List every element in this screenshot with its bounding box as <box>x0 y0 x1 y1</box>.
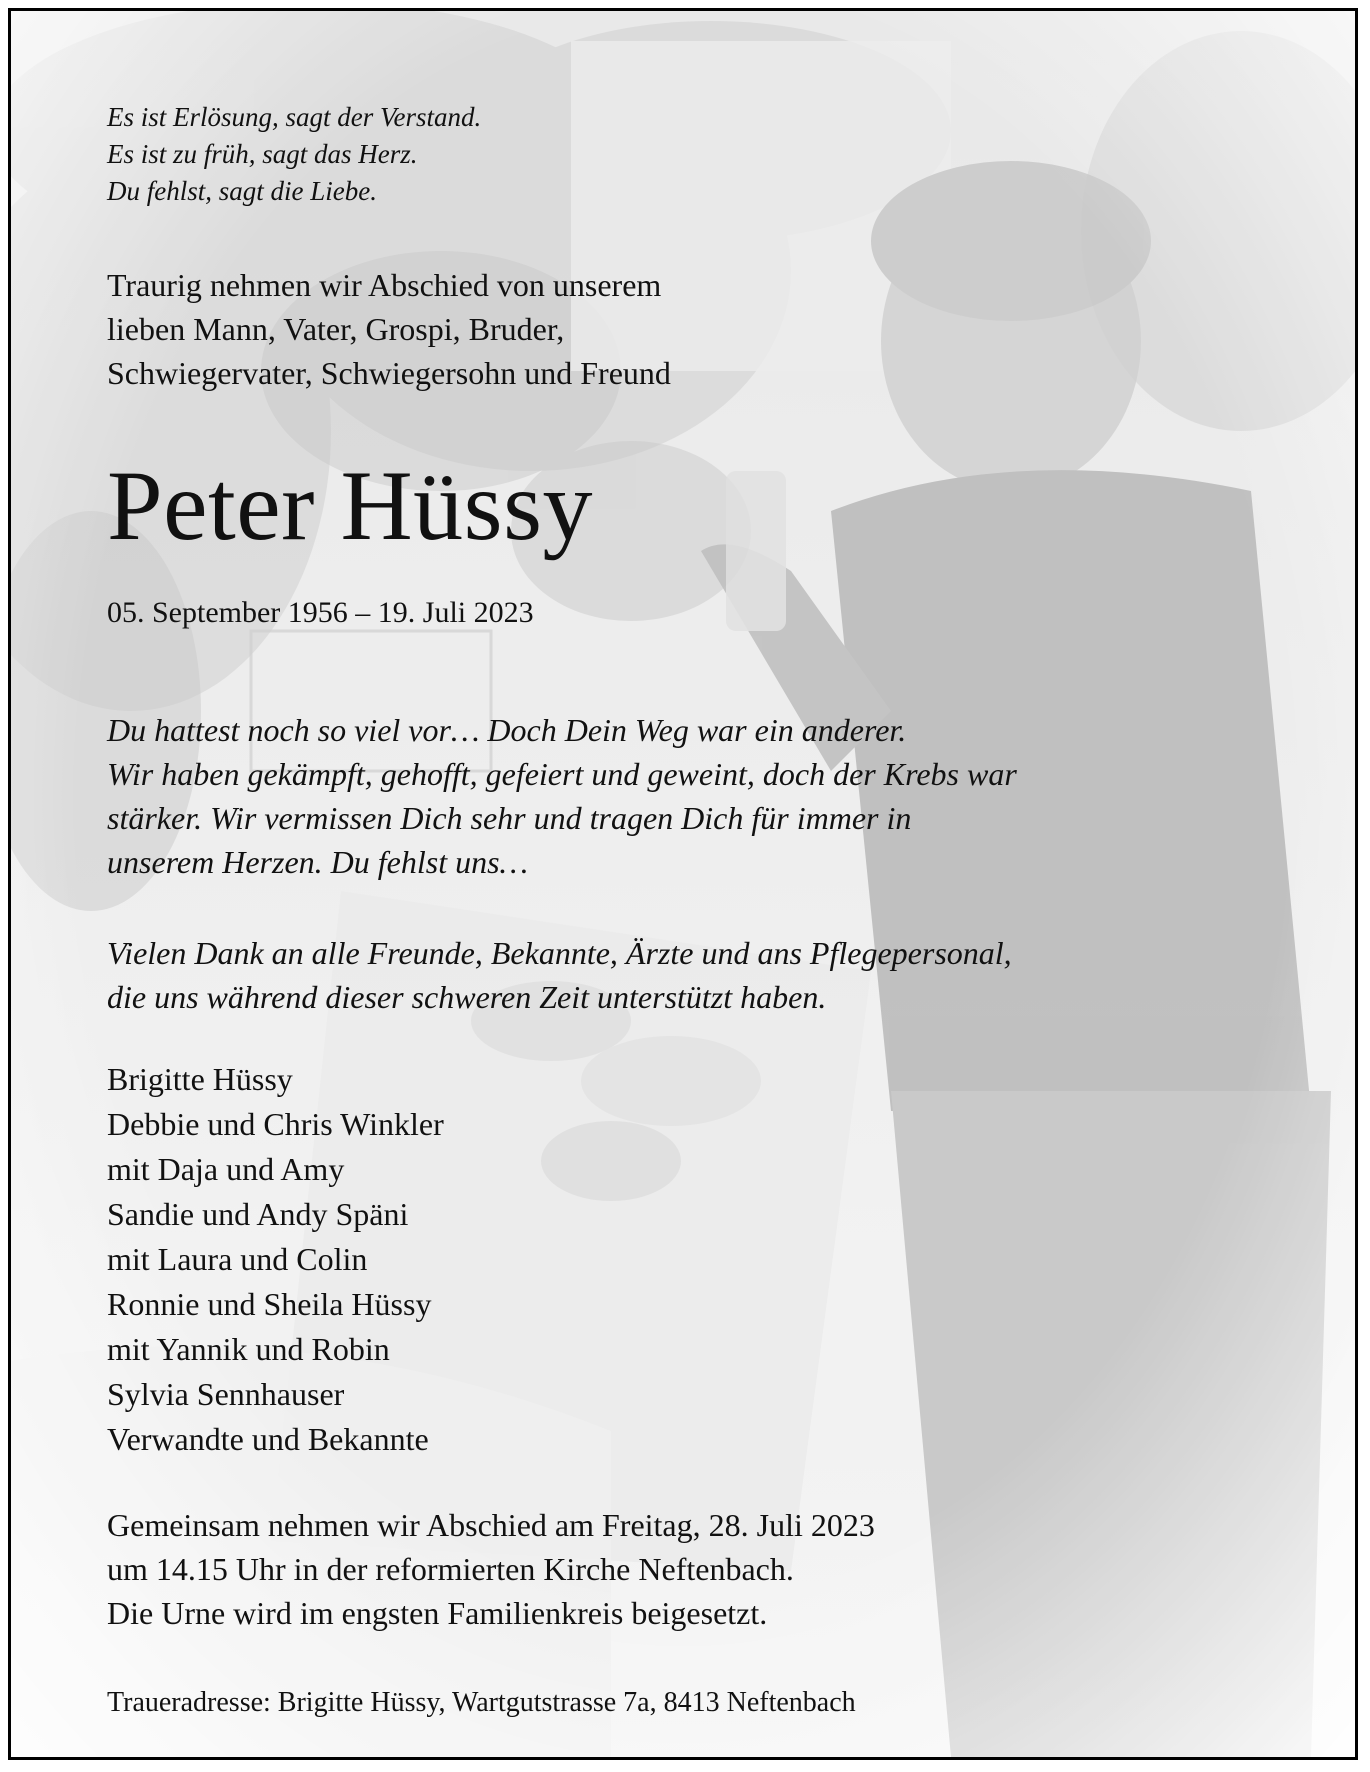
ceremony-info <box>107 1503 875 1635</box>
mourner-item: Ronnie und Sheila Hüssy <box>107 1286 432 1322</box>
thanks-message <box>107 931 1012 1019</box>
mourner-item: mit Daja und Amy <box>107 1151 345 1187</box>
mourner-item: Debbie und Chris Winkler <box>107 1106 444 1142</box>
motto-line: Es ist Erlösung, sagt der Verstand. <box>107 102 482 132</box>
intro-text <box>107 263 671 395</box>
obituary-frame <box>8 8 1358 1760</box>
mourning-address: Traueradresse: Brigitte Hüssy, Wartgutstrasse 7a, 8413 Neftenbach <box>107 1687 856 1718</box>
intro-line: Schwiegervater, Schwiegersohn und Freund <box>107 355 671 391</box>
motto-verse <box>107 99 481 210</box>
deceased-name: Peter Hüssy <box>107 450 594 561</box>
thanks-line: die uns während dieser schweren Zeit unterstützt haben. <box>107 979 827 1015</box>
personal-message <box>107 708 1017 884</box>
intro-line: Traurig nehmen wir Abschied von unserem <box>107 267 662 303</box>
thanks-line: Vielen Dank an alle Freunde, Bekannte, Ärzte und ans Pflegepersonal, <box>107 935 1012 971</box>
mourner-item: Sylvia Sennhauser <box>107 1376 345 1412</box>
life-dates: 05. September 1956 – 19. Juli 2023 <box>107 596 534 629</box>
message-line: Du hattest noch so viel vor… Doch Dein Weg war ein anderer. <box>107 712 907 748</box>
motto-line: Es ist zu früh, sagt das Herz. <box>107 139 418 169</box>
mourner-item: Verwandte und Bekannte <box>107 1421 429 1457</box>
message-line: stärker. Wir vermissen Dich sehr und tragen Dich für immer in <box>107 800 912 836</box>
message-line: unserem Herzen. Du fehlst uns… <box>107 844 528 880</box>
mourner-item: mit Yannik und Robin <box>107 1331 390 1367</box>
message-line: Wir haben gekämpft, gehofft, gefeiert und geweint, doch der Krebs war <box>107 756 1017 792</box>
mourners-list <box>107 1057 444 1462</box>
ceremony-line: Die Urne wird im engsten Familienkreis beigesetzt. <box>107 1595 768 1631</box>
ceremony-line: um 14.15 Uhr in der reformierten Kirche Neftenbach. <box>107 1551 794 1587</box>
mourner-item: mit Laura und Colin <box>107 1241 368 1277</box>
intro-line: lieben Mann, Vater, Grospi, Bruder, <box>107 311 565 347</box>
mourner-item: Sandie und Andy Späni <box>107 1196 409 1232</box>
motto-line: Du fehlst, sagt die Liebe. <box>107 176 377 206</box>
ceremony-line: Gemeinsam nehmen wir Abschied am Freitag, 28. Juli 2023 <box>107 1507 875 1543</box>
mourner-item: Brigitte Hüssy <box>107 1061 293 1097</box>
